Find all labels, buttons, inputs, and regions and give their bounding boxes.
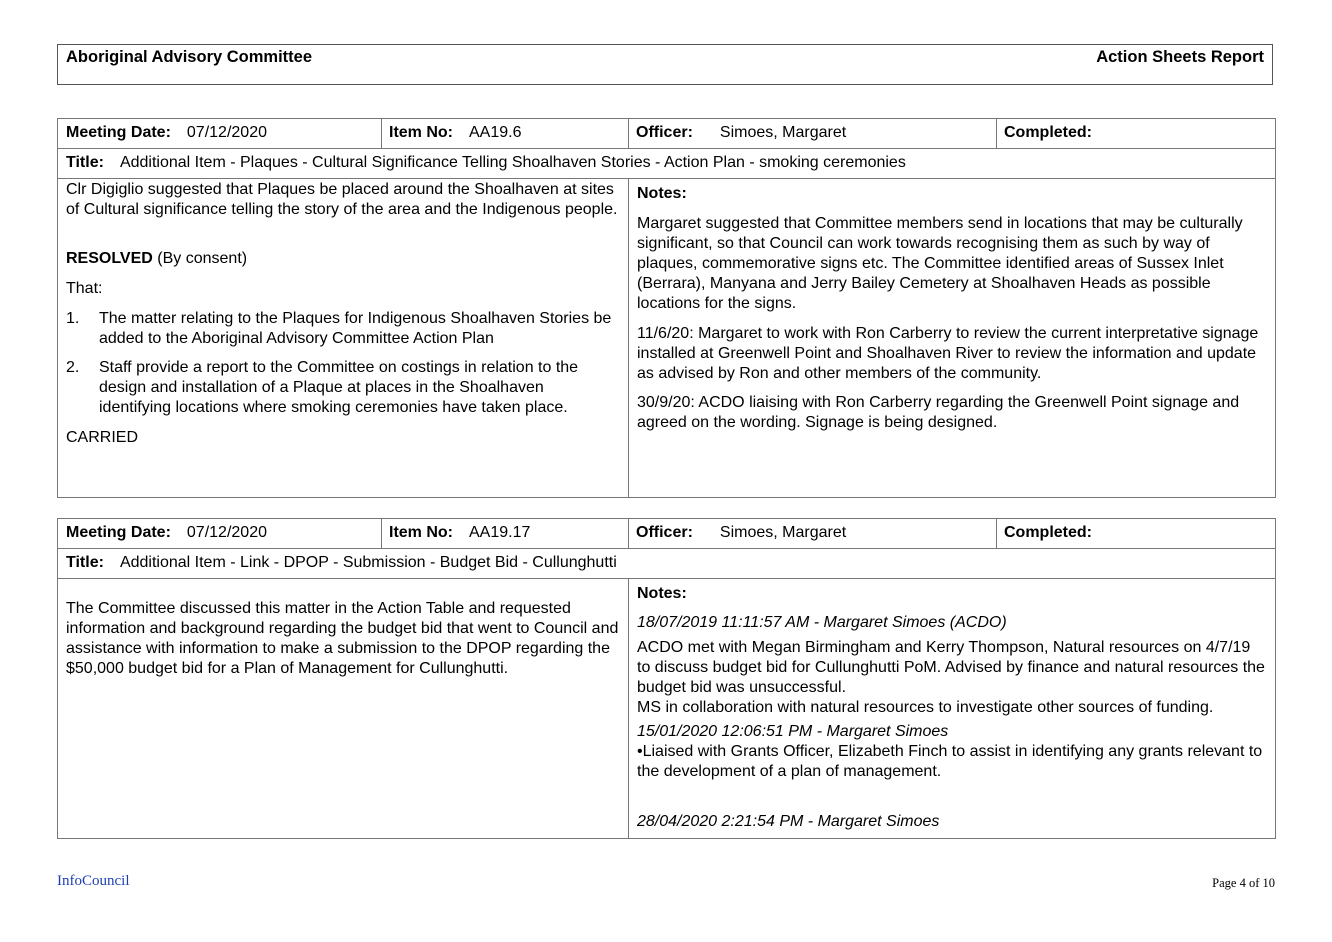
- item-no-cell: [381, 519, 628, 548]
- officer-value: Simoes, Margaret: [719, 124, 847, 141]
- completed-label: Completed:: [1004, 524, 1092, 541]
- item-description: [58, 179, 628, 497]
- item-no-value: AA19.6: [469, 124, 522, 141]
- title-label: Title:: [66, 554, 104, 571]
- meeting-date-cell: [58, 519, 381, 548]
- meeting-date-label: Meeting Date:: [66, 524, 171, 541]
- item-notes: [628, 179, 1275, 497]
- resolved-line: [66, 249, 620, 269]
- note-timestamp: 15/01/2020 12:06:51 PM - Margaret Simoes: [637, 723, 949, 740]
- action-item: [57, 118, 1276, 498]
- resolution-list: [66, 309, 620, 418]
- list-text: Staff provide a report to the Committee on costings in relation to the design and installation of a Plaque at places in the Shoalhaven identifying locations where smoking ceremonies have taken place.: [99, 359, 579, 416]
- item-no-value: AA19.17: [469, 524, 531, 541]
- item-meta-row: [58, 519, 1275, 549]
- note-paragraph: 30/9/20: ACDO liaising with Ron Carberry regarding the Greenwell Point signage and agreed on the wording. Signage is being designed.: [637, 394, 1240, 431]
- note-paragraph: •Liaised with Grants Officer, Elizabeth Finch to assist in identifying any grants relevant to the development of a plan of management.: [637, 743, 1263, 780]
- officer-label: Officer:: [636, 124, 693, 141]
- note-timestamp: 28/04/2020 2:21:54 PM - Margaret Simoes: [637, 813, 940, 830]
- that-line: That:: [66, 280, 103, 297]
- meeting-date-value: 07/12/2020: [186, 124, 267, 141]
- notes-label: Notes:: [637, 585, 687, 602]
- report-header: [57, 44, 1273, 85]
- completed-label: Completed:: [1004, 124, 1092, 141]
- action-item: [57, 518, 1276, 839]
- note-paragraph: ACDO met with Megan Birmingham and Kerry Thompson, Natural resources on 4/7/19 to discuss budget bid for Cullunghutti PoM. Advised by finance and natural resources the budget bid was unsuccessful.: [637, 639, 1265, 696]
- item-meta-row: [58, 119, 1275, 149]
- title-label: Title:: [66, 154, 104, 171]
- list-number: 1.: [66, 310, 80, 327]
- committee-name: Aboriginal Advisory Committee: [66, 48, 313, 66]
- resolved-suffix: (By consent): [152, 250, 248, 267]
- item-no-label: Item No:: [389, 524, 453, 541]
- list-item: [66, 358, 620, 418]
- completed-cell: [996, 519, 1275, 548]
- infocouncil-logo: InfoCouncil: [57, 873, 130, 889]
- item-no-label: Item No:: [389, 124, 453, 141]
- item-body: [58, 179, 1275, 497]
- item-body: [58, 579, 1275, 838]
- item-title-row: [58, 149, 1275, 179]
- list-text: The matter relating to the Plaques for Indigenous Shoalhaven Stories be added to the Aboriginal Advisory Committee Action Plan: [99, 310, 612, 347]
- meeting-date-label: Meeting Date:: [66, 124, 171, 141]
- item-no-cell: [381, 119, 628, 148]
- item-description: [58, 579, 628, 838]
- carried-line: CARRIED: [66, 429, 139, 446]
- page-number: Page 4 of 10: [1212, 876, 1275, 890]
- list-item: [66, 309, 620, 349]
- completed-cell: [996, 119, 1275, 148]
- officer-cell: [628, 119, 996, 148]
- note-paragraph: Margaret suggested that Committee members send in locations that may be culturally significant, so that Council can work towards recognising them as such by way of plaques, commemorative signs etc. The Committee identified areas of Sussex Inlet (Berrara), Manyana and Jerry Bailey Cemetery at Shoalhaven Heads as possible locations for the signs.: [637, 215, 1243, 312]
- meeting-date-value: 07/12/2020: [186, 524, 267, 541]
- item-title-row: [58, 549, 1275, 579]
- note-timestamp: 18/07/2019 11:11:57 AM - Margaret Simoes (ACDO): [637, 614, 1007, 631]
- meeting-date-cell: [58, 119, 381, 148]
- list-number: 2.: [66, 359, 80, 376]
- description-text: Clr Digiglio suggested that Plaques be placed around the Shoalhaven at sites of Cultural significance telling the story of the area and the Indigenous people.: [66, 181, 618, 218]
- officer-value: Simoes, Margaret: [719, 524, 847, 541]
- report-name: Action Sheets Report: [1096, 48, 1264, 66]
- officer-label: Officer:: [636, 524, 693, 541]
- officer-cell: [628, 519, 996, 548]
- resolved-label: RESOLVED: [66, 250, 153, 267]
- item-title: Additional Item - Link - DPOP - Submission - Budget Bid - Cullunghutti: [119, 554, 617, 571]
- note-paragraph: 11/6/20: Margaret to work with Ron Carberry to review the current interpretative signage installed at Greenwell Point and Shoalhaven River to review the information and update as advised by Ron and other members of the community.: [637, 325, 1259, 382]
- description-text: The Committee discussed this matter in the Action Table and requested information and background regarding the budget bid that went to Council and assistance with information to make a submission to the DPOP regarding the $50,000 budget bid for a Plan of Management for Cullunghutti.: [66, 600, 619, 677]
- item-title: Additional Item - Plaques - Cultural Significance Telling Shoalhaven Stories - Action Plan - smoking ceremonies: [119, 154, 906, 171]
- notes-label: Notes:: [637, 185, 687, 202]
- note-paragraph: MS in collaboration with natural resources to investigate other sources of funding.: [637, 699, 1214, 716]
- item-notes: [628, 579, 1275, 838]
